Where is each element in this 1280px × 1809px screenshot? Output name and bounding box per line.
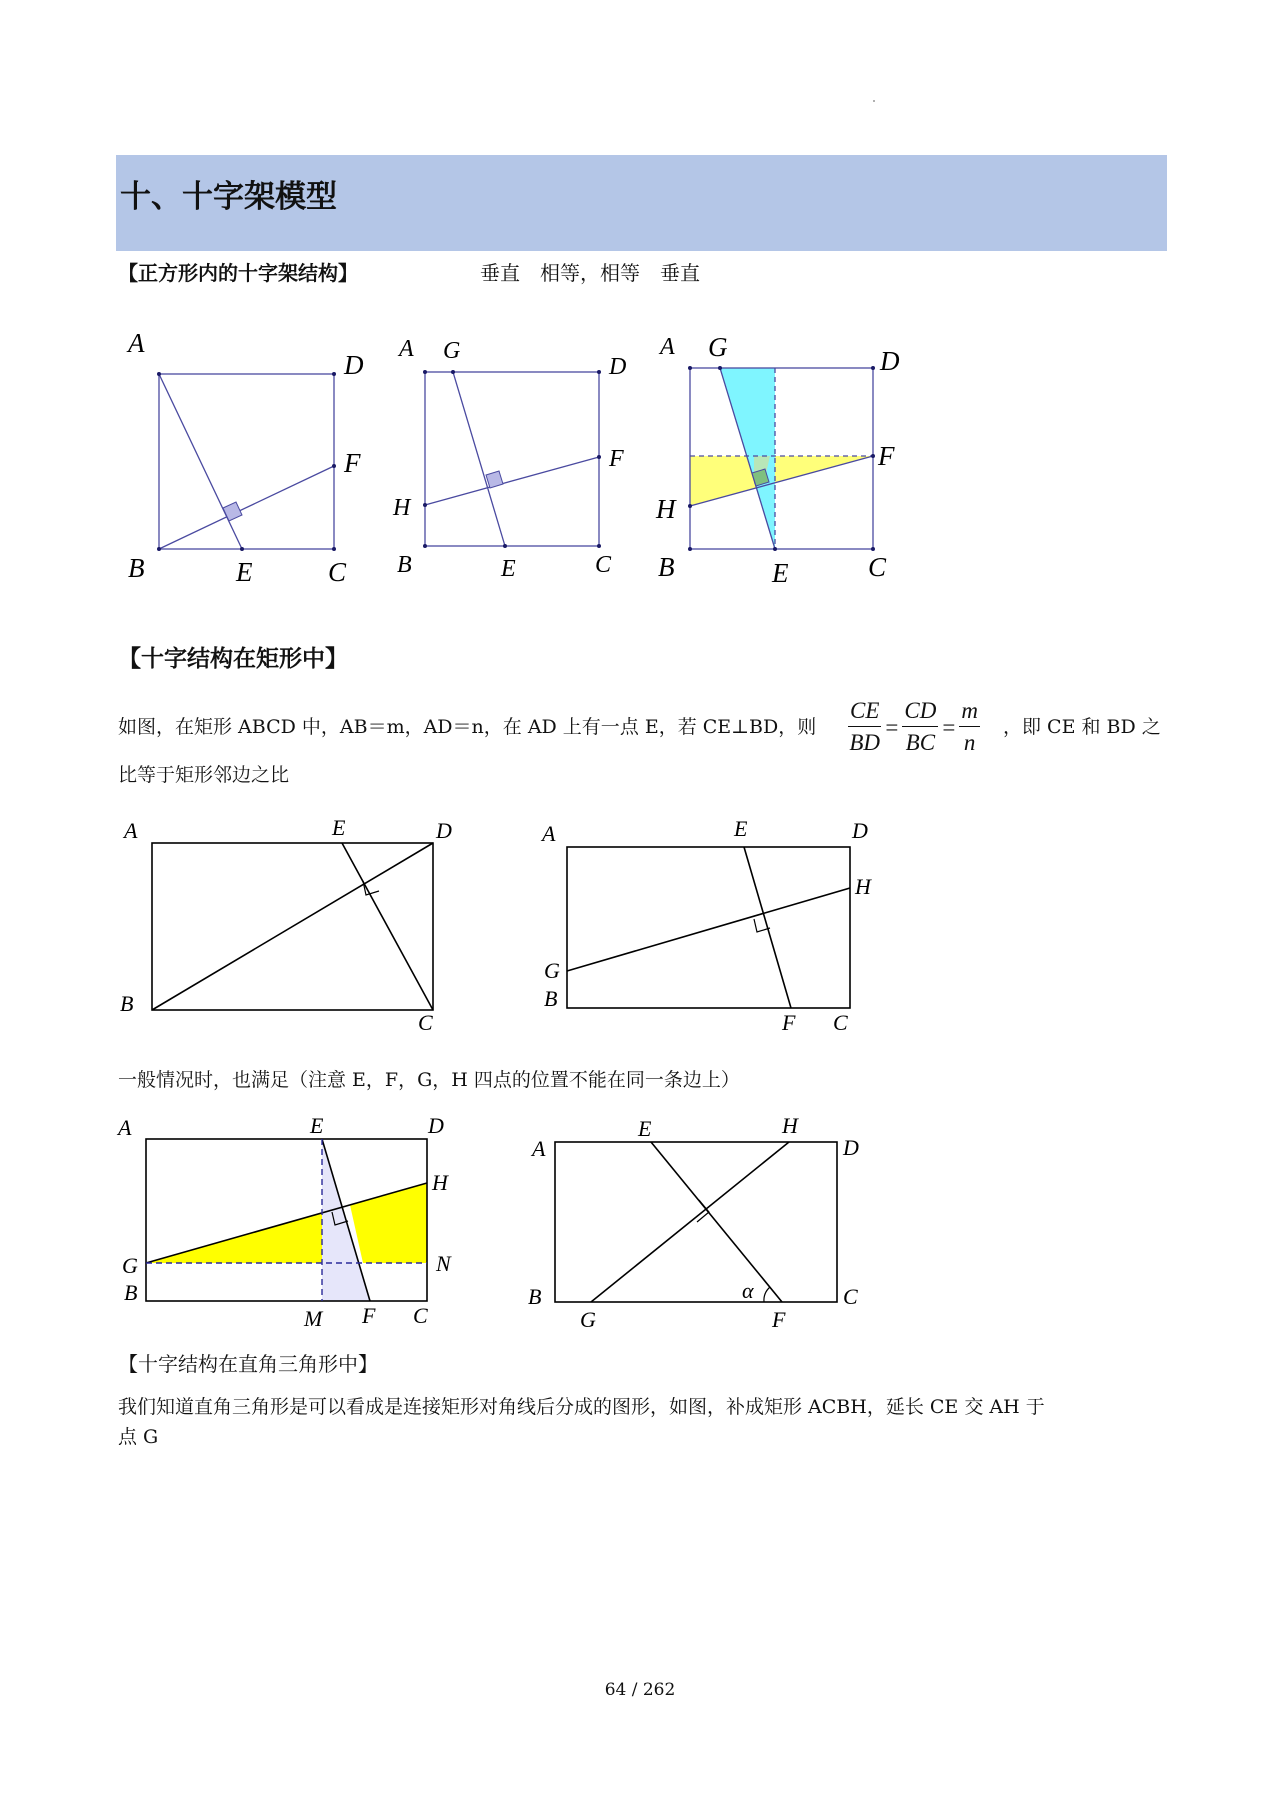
label-e: E bbox=[734, 816, 748, 841]
section2-para-tail: ，即 CE 和 BD 之 bbox=[1003, 716, 1161, 738]
section3-heading: 【十字结构在直角三角形中】 bbox=[118, 1352, 378, 1376]
label-d: D bbox=[428, 1113, 444, 1138]
label-b: B bbox=[658, 552, 675, 582]
label-f: F bbox=[772, 1307, 786, 1332]
section2-heading: 【十字结构在矩形中】 bbox=[118, 646, 348, 672]
label-f: F bbox=[609, 446, 624, 472]
segment-ec bbox=[342, 843, 433, 1010]
label-f: F bbox=[782, 1010, 796, 1035]
section-title-bar bbox=[116, 155, 1167, 251]
label-b: B bbox=[544, 986, 558, 1011]
right-angle-marker bbox=[223, 502, 242, 521]
label-h: H bbox=[782, 1113, 798, 1138]
label-a: A bbox=[532, 1136, 546, 1161]
label-e: E bbox=[638, 1116, 652, 1141]
label-d: D bbox=[852, 818, 868, 843]
ratio-formula bbox=[848, 696, 980, 759]
figure-rect-cross bbox=[530, 805, 890, 1035]
section1-note: 垂直 相等，相等 垂直 bbox=[480, 261, 700, 285]
label-b: B bbox=[397, 552, 412, 578]
angle-alpha-arc bbox=[764, 1287, 770, 1302]
label-e: E bbox=[310, 1113, 324, 1138]
label-n: N bbox=[436, 1251, 451, 1276]
label-h: H bbox=[393, 495, 411, 521]
square-abcd bbox=[425, 372, 599, 546]
label-a: A bbox=[128, 330, 145, 358]
rectangle-abcd bbox=[555, 1142, 837, 1302]
label-a: A bbox=[124, 818, 138, 843]
section2-para: 如图，在矩形 ABCD 中，AB＝m，AD＝n，在 AD 上有一点 E，若 CE⊥BD，则 bbox=[118, 716, 817, 738]
label-d: D bbox=[843, 1135, 859, 1160]
scan-dot bbox=[873, 100, 875, 102]
label-e: E bbox=[772, 558, 789, 588]
segment-gh bbox=[591, 1142, 789, 1302]
segment-ge bbox=[453, 372, 505, 546]
equals-sign: = bbox=[885, 714, 899, 740]
diagonal-bd bbox=[152, 843, 433, 1010]
segment-gh bbox=[567, 888, 850, 971]
yellow-quad-right bbox=[350, 1183, 427, 1263]
rectangle-abcd bbox=[567, 847, 850, 1008]
fraction-m-n: $\frac{m}{n}$ bbox=[961, 698, 978, 755]
label-g: G bbox=[122, 1253, 138, 1278]
square-abcd bbox=[159, 374, 334, 549]
figure-square-cross-1 bbox=[120, 330, 380, 600]
figure-square-cross-2 bbox=[385, 330, 645, 600]
figure-rect-crossing bbox=[520, 1105, 900, 1340]
label-e: E bbox=[501, 556, 516, 582]
label-g: G bbox=[443, 338, 461, 364]
label-e: E bbox=[332, 815, 346, 840]
label-b: B bbox=[124, 1280, 138, 1305]
segment-ef bbox=[744, 847, 791, 1008]
label-d: D bbox=[880, 346, 900, 376]
figure-rect-diagonal bbox=[110, 805, 480, 1035]
label-c: C bbox=[413, 1303, 428, 1328]
label-a: A bbox=[399, 336, 414, 362]
section2-para-cont: 比等于矩形邻边之比 bbox=[118, 764, 290, 786]
right-angle-marker bbox=[486, 471, 503, 488]
label-b: B bbox=[528, 1284, 542, 1309]
equals-sign: = bbox=[942, 714, 956, 740]
label-b: B bbox=[128, 553, 145, 583]
label-c: C bbox=[833, 1010, 848, 1035]
segment-ef bbox=[651, 1142, 782, 1302]
label-d: D bbox=[436, 818, 452, 843]
fraction-ce-bd: $\frac{CE}{BD}$ bbox=[849, 698, 881, 755]
fraction-cd-bc: $\frac{CD}{BC}$ bbox=[904, 698, 937, 755]
segment-ae bbox=[159, 374, 242, 549]
figure-rect-auxiliary bbox=[110, 1105, 480, 1340]
label-c: C bbox=[868, 552, 887, 582]
label-d: D bbox=[609, 354, 627, 380]
general-case-para: 一般情况时，也满足（注意 E，F，G，H 四点的位置不能在同一条边上） bbox=[118, 1069, 740, 1091]
section3-para: 我们知道直角三角形是可以看成是连接矩形对角线后分成的图形，如图，补成矩形 ACBH，延长 CE 交 AH 于 bbox=[118, 1396, 1045, 1418]
label-h: H bbox=[656, 494, 676, 524]
label-m: M bbox=[304, 1306, 323, 1331]
label-c: C bbox=[595, 552, 612, 578]
segment-hf bbox=[425, 457, 599, 505]
label-g: G bbox=[708, 332, 728, 362]
page-number: 64 / 262 bbox=[604, 1680, 676, 1700]
label-f: F bbox=[362, 1303, 376, 1328]
label-c: C bbox=[843, 1284, 858, 1309]
label-c: C bbox=[328, 557, 347, 587]
label-e: E bbox=[236, 557, 253, 587]
label-d: D bbox=[344, 350, 364, 380]
label-a: A bbox=[118, 1115, 132, 1140]
label-a: A bbox=[660, 334, 675, 360]
label-f: F bbox=[878, 441, 895, 471]
label-alpha: α bbox=[742, 1278, 754, 1303]
label-g: G bbox=[580, 1307, 596, 1332]
label-c: C bbox=[418, 1010, 433, 1035]
label-a: A bbox=[542, 821, 556, 846]
label-g: G bbox=[544, 958, 560, 983]
label-h: H bbox=[432, 1170, 448, 1195]
label-h: H bbox=[855, 874, 871, 899]
label-b: B bbox=[120, 991, 134, 1016]
segment-bf bbox=[159, 466, 334, 549]
section3-para-cont: 点 G bbox=[118, 1426, 159, 1448]
label-f: F bbox=[344, 448, 361, 478]
section1-heading: 【正方形内的十字架结构】 bbox=[118, 261, 358, 285]
figure-square-cross-3 bbox=[650, 330, 920, 600]
page-title: 十、十字架模型 bbox=[120, 179, 337, 215]
